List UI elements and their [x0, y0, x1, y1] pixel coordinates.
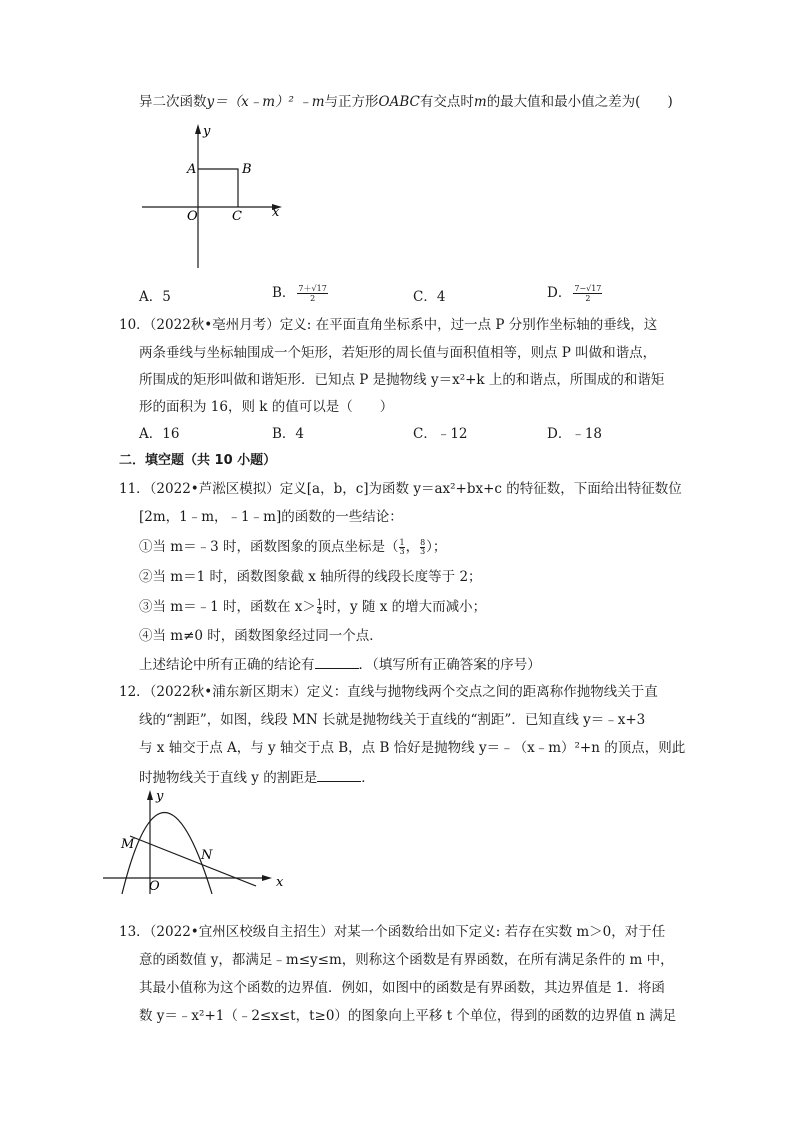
- q11-line-2: [2m，1﹣m，﹣1﹣m]的函数的一些结论：: [139, 509, 403, 525]
- q10-option-b[interactable]: B．4: [272, 426, 305, 442]
- q12-figure: [100, 786, 295, 898]
- q12-line-3: 与 x 轴交于点 A，与 y 轴交于点 B，点 B 恰好是抛物线 y＝﹣（x﹣m）²+n 的顶点，则此: [139, 740, 686, 756]
- q9-option-c[interactable]: C．4: [413, 289, 446, 305]
- q10-option-c[interactable]: C．﹣12: [413, 426, 468, 442]
- q12-point-m: M: [121, 837, 135, 852]
- q9-option-a[interactable]: A．5: [139, 289, 171, 305]
- q10-line-1: 10．（2022秋•亳州月考）定义: 在平面直角坐标系中，过一点 P 分别作坐标轴的垂线，这: [119, 317, 658, 333]
- q13-line-3: 其最小值称为这个函数的边界值．例如，如图中的函数是有界函数，其边界值是 1．将函: [139, 980, 665, 996]
- q11-conclusion-1: ①当 m＝﹣3 时，函数图象的顶点坐标是（ $\frac{1}{3}$， $\frac{8}{3}$）；: [139, 538, 447, 556]
- q11-answer-line: 上述结论中所有正确的结论有 ．（填写所有正确答案的序号）: [139, 654, 541, 675]
- section-title: 二．填空题（共 10 小题）: [119, 453, 277, 468]
- q11-answer-blank[interactable]: [315, 654, 359, 669]
- q9-figure: [138, 120, 288, 272]
- q12-line-1: 12．（2022秋•浦东新区期末）定义：直线与抛物线两个交点之间的距离称作抛物线关于直: [119, 684, 658, 700]
- q11-conclusion-3: ③当 m＝﹣1 时，函数在 x＞ $\frac{1}{4}$时，y 随 x 的增大而减小；: [139, 598, 487, 616]
- q9-point-b: B: [242, 162, 252, 177]
- q12-line-2: 线的“割距”，如图，线段 MN 长就是抛物线关于直线的“割距”．已知直线 y＝﹣x+3: [139, 712, 646, 728]
- q12-x-axis-label: x: [276, 875, 284, 890]
- q9-option-d-fraction: $\frac{7-√17}{2}$: [574, 284, 602, 303]
- q12-point-n: N: [201, 848, 213, 863]
- q9-x-axis-label: x: [272, 205, 280, 220]
- q10-option-d[interactable]: D．﹣18: [547, 426, 603, 442]
- q10-option-a[interactable]: A．16: [139, 426, 180, 442]
- q12-line-4: 时抛物线关于直线 y 的割距是 ．: [139, 767, 375, 788]
- q11-conclusion-4: ④当 m≠0 时，函数图象经过同一个点．: [139, 628, 383, 644]
- q9-option-b-fraction: $\frac{7+√17}{2}$: [298, 284, 327, 303]
- q9-point-c: C: [232, 209, 242, 224]
- q12-point-o: O: [149, 879, 160, 894]
- q9-point-o: O: [187, 209, 198, 224]
- q13-line-4: 数 y＝﹣x²+1（﹣2≤x≤t，t≥0）的图象向上平移 t 个单位，得到的函数的边界值 n 满足: [139, 1008, 677, 1024]
- q9-stem: 异二次函数y＝（x﹣m）² ﹣m与正方形OABC有交点时m的最大值和最小值之差为( ): [139, 94, 673, 110]
- q12-answer-blank[interactable]: [317, 767, 361, 782]
- q13-line-1: 13．（2022•宜州区校级自主招生）对某一个函数给出如下定义: 若存在实数 m＞0，对于任: [119, 924, 666, 940]
- q9-option-d[interactable]: D． $\frac{7-√17}{2}$: [547, 284, 602, 303]
- q13-line-2: 意的函数值 y，都满足﹣m≤y≤m，则称这个函数是有界函数，在所有满足条件的 m 中，: [139, 952, 674, 968]
- q9-y-axis-label: y: [203, 124, 211, 139]
- q10-line-3: 所围成的矩形叫做和谐矩形．已知点 P 是抛物线 y＝x²+k 上的和谐点，所围成的和谐矩: [139, 372, 665, 388]
- q10-line-4: 形的面积为 16，则 k 的值可以是（ ）: [139, 399, 394, 415]
- q10-line-2: 两条垂线与坐标轴围成一个矩形，若矩形的周长值与面积值相等，则点 P 叫做和谐点，: [139, 345, 657, 361]
- q12-y-axis-label: y: [156, 789, 164, 804]
- q9-point-a: A: [187, 162, 197, 177]
- q11-line-1: 11．（2022•芦淞区模拟）定义[a，b，c]为函数 y＝ax²+bx+c 的特征数，下面给出特征数位: [119, 481, 682, 497]
- q9-option-b[interactable]: B． $\frac{7+√17}{2}$: [272, 284, 327, 303]
- q11-conclusion-2: ②当 m＝1 时，函数图象截 x 轴所得的线段长度等于 2；: [139, 569, 482, 585]
